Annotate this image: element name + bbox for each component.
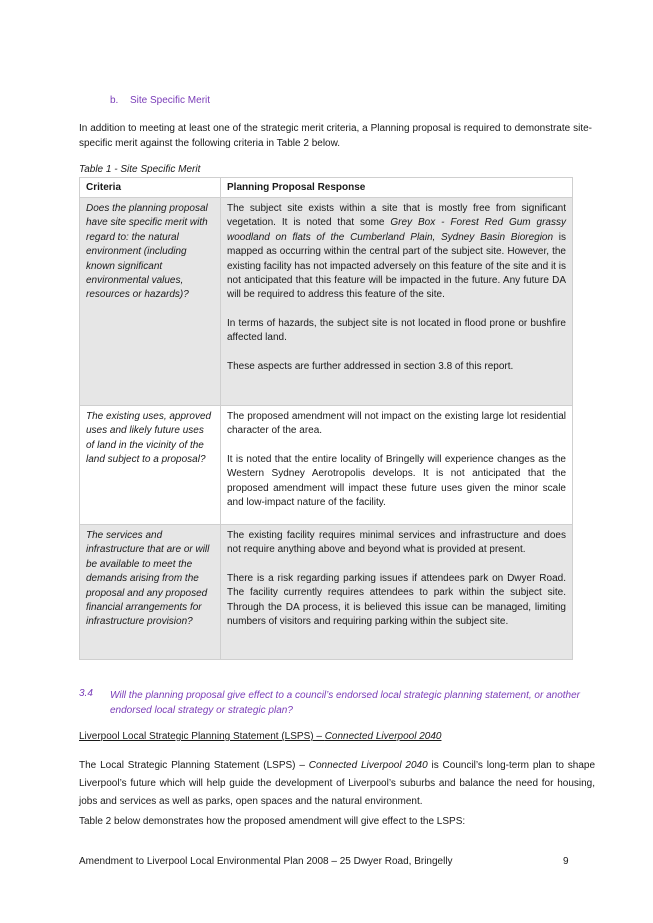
response-text: The subject site exists within a site that is mostly free from significant vegetation. It is noted that some bbox=[227, 203, 566, 229]
lsps-paragraph bbox=[79, 757, 595, 811]
table-row bbox=[80, 406, 573, 525]
criteria-cell: The services and infrastructure that are or will be available to meet the demands arising from the proposal and any proposed financial arrangements for infrastructure provision? bbox=[80, 525, 221, 660]
lsps-title: Connected Liverpool 2040 bbox=[308, 760, 428, 771]
response-paragraph bbox=[227, 202, 566, 303]
section-letter: b. bbox=[110, 95, 119, 106]
lsps-heading bbox=[79, 731, 441, 742]
response-cell bbox=[221, 198, 573, 406]
response-paragraph: In terms of hazards, the subject site is not located in flood prone or bushfire affected land. bbox=[227, 317, 566, 344]
lsps-text: is Council’s long-term plan to shape Liverpool’s future which will help guide the development of Liverpool’s suburbs and balance the need for housing, jobs and services as well as parks, open spaces and the natural environment. bbox=[79, 760, 596, 807]
lsps-heading-title: Connected Liverpool 2040 bbox=[324, 731, 442, 742]
section-title: Site Specific Merit bbox=[130, 95, 211, 106]
intro-paragraph: In addition to meeting at least one of the strategic merit criteria, a Planning proposal is required to demonstrate site-specific merit against the following criteria in Table 2 below. bbox=[79, 123, 592, 149]
response-paragraph: The proposed amendment will not impact on the existing large lot residential character of the area. bbox=[227, 411, 566, 437]
table-row bbox=[80, 198, 573, 406]
response-paragraph: The existing facility requires minimal services and infrastructure and does not require anything above and beyond what is provided at present. bbox=[227, 530, 566, 556]
page-number: 9 bbox=[563, 856, 569, 867]
table-row bbox=[80, 525, 573, 660]
header-response: Planning Proposal Response bbox=[221, 178, 573, 198]
section-heading bbox=[110, 95, 210, 106]
criteria-cell: Does the planning proposal have site specific merit with regard to: the natural environment (including known significant environmental values, resources or hazards)? bbox=[80, 198, 221, 406]
response-cell bbox=[221, 406, 573, 525]
table-caption: Table 1 - Site Specific Merit bbox=[79, 164, 201, 175]
page-footer: Amendment to Liverpool Local Environmental Plan 2008 – 25 Dwyer Road, Bringelly bbox=[79, 856, 453, 867]
criteria-cell: The existing uses, approved uses and likely future uses of land in the vicinity of the land subject to a proposal? bbox=[80, 406, 221, 525]
response-text: is mapped as occurring within the central part of the subject site. However, the existing facility has not impacted adversely on this feature of the site and it is not anticipated that this feature will be impacted in the future. Any future DA will be required to address this feature of the site. bbox=[227, 231, 566, 301]
response-paragraph: These aspects are further addressed in section 3.8 of this report. bbox=[227, 360, 514, 372]
response-paragraph: There is a risk regarding parking issues if attendees park on Dwyer Road. The facility currently requires attendees to park within the subject site. Through the DA process, it is believed this issue can be managed, limiting numbers of visitors and requiring parking within the subject site. bbox=[227, 572, 566, 628]
response-paragraph: It is noted that the entire locality of Bringelly will experience changes as the Western Sydney Aerotropolis develops. It is not anticipated that the proposed amendment will impact these future uses given the minor scale and low-impact nature of the facility. bbox=[227, 453, 566, 509]
site-merit-table bbox=[79, 177, 573, 660]
response-cell bbox=[221, 525, 573, 660]
table-header-row bbox=[80, 178, 573, 198]
lsps-heading-text: Liverpool Local Strategic Planning Statement (LSPS) – bbox=[79, 731, 325, 742]
vegetation-name: Grey Box - Forest Red Gum grassy woodland on flats of the Cumberland Plain, Sydney Basin Bioregion bbox=[227, 217, 566, 243]
table-reference: Table 2 below demonstrates how the proposed amendment will give effect to the LSPS: bbox=[79, 816, 466, 827]
question-text: Will the planning proposal give effect to a council’s endorsed local strategic planning statement, or another endorsed local strategy or strategic plan? bbox=[110, 690, 581, 716]
lsps-text: The Local Strategic Planning Statement (LSPS) – bbox=[79, 760, 309, 771]
header-criteria: Criteria bbox=[80, 178, 221, 198]
question-number: 3.4 bbox=[79, 688, 93, 699]
